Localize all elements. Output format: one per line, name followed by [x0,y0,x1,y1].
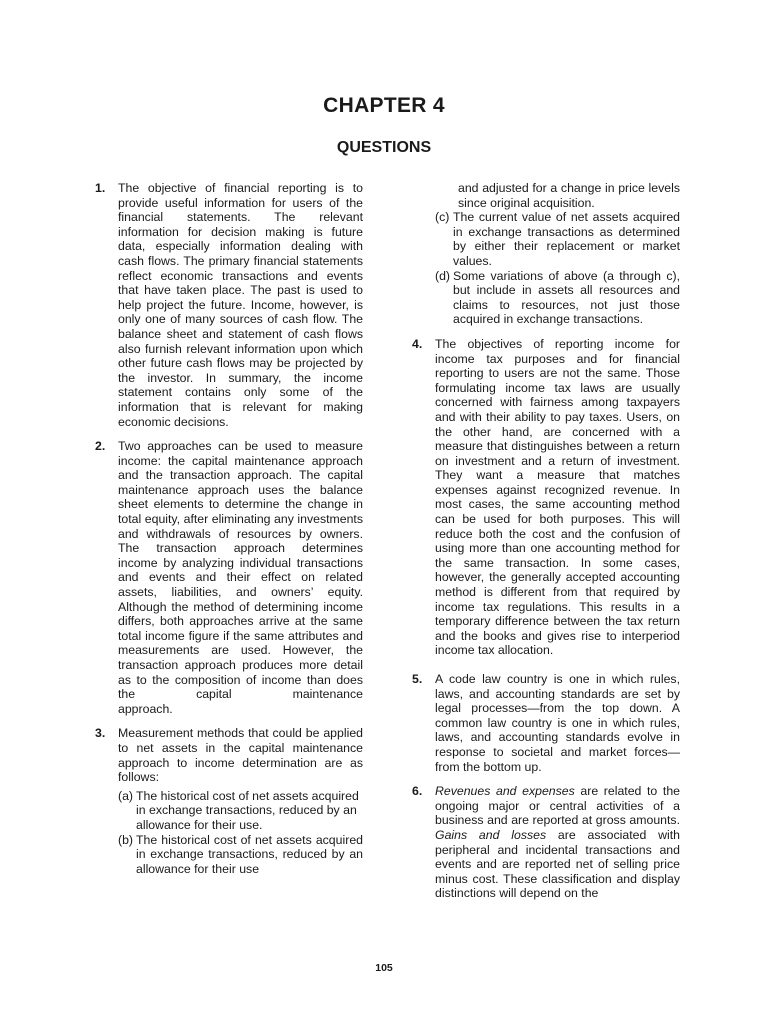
list-item-label: (c) [435,210,450,225]
measurement-list-continued [412,210,680,327]
list-item [118,789,363,833]
measurement-list [118,789,363,877]
chapter-title: CHAPTER 4 [323,94,445,117]
question-text: The objectives of reporting income for income tax purposes and for financial reporting to users are not the same. Those formulating income tax laws are usually concerned with fairness among taxpayers and with their ability to pay taxes. Users, on the other hand, are concerned with a measure that distinguishes between a return on investment and a return of investment. They want a measure that matches expenses against recognized revenue. In most cases, the same accounting method can be used for both purposes. This will reduce both the cost and the confusion of using more than one accounting method for the same transaction. In some cases, however, the generally accepted accounting method is different from that required by income tax regulations. This results in a temporary difference between the tax return and the books and gives rise to interperiod income tax allocation. [435,336,680,658]
term-revenues-expenses: Revenues and expenses [435,784,575,799]
question-number: 1. [95,181,106,195]
question-3 [95,726,363,876]
question-text: Two approaches can be used to measure income: the capital maintenance approach and the transaction approach. The capital maintenance approach uses the balance sheet elements to determine the change in total equity, after eliminating any investments and withdrawals of resources by owners. The transaction approach determines income by analyzing individual transactions and events and their effect on related assets, liabilities, and owners’ equity. Although the method of determining income differs, both approaches arrive at the same total income figure if the same attributes and measurements are used. However, the transaction approach produces more detail as to the composition of income than does the capital maintenance [118,439,363,702]
list-item-label: (b) [118,832,134,847]
left-column [95,181,363,883]
term-gains-losses: Gains and losses [435,827,547,842]
list-item-label: (d) [435,268,451,283]
question-text: The objective of financial reporting is to provide useful information for users of the financial statements. The relevant information for decision making is future data, especially information dealing with cash flows. The primary financial statements reflect economic transactions and events that have taken place. The past is used to help project the future. Income, however, is only one of many sources of cash flow. The balance sheet and statement of cash flows also furnish relevant information upon which other future cash flows may be projected by the investor. In summary, the income statement contains only some of the information that is relevant for making economic decisions. [118,181,363,429]
list-item-label: (a) [118,788,134,803]
question-number: 2. [95,439,106,454]
list-item [435,269,680,327]
list-item-continuation [412,181,680,210]
question-text: A code law country is one in which rules, laws, and accounting standards are set by legal processes—from the top down. A common law country is one in which rules, laws, and accounting standards evolve in response to societal and market forces—from the bottom up. [435,672,680,774]
question-4 [412,337,680,658]
question-number: 3. [95,726,106,741]
list-item-text: The historical cost of net assets acquired in exchange transactions, reduced by an allowance for their use. [136,788,359,832]
question-text [435,784,680,901]
list-item-text: The current value of net assets acquired in exchange transactions as determined by either their replacement or market values. [453,210,680,268]
text-part: are related to the ongoing major or central activities of a business and are reported at gross amounts. [435,784,680,828]
list-item-text: and adjusted for a change in price levels since original acquisition. [458,181,680,210]
right-column [412,181,680,908]
list-item [118,833,363,877]
question-number: 4. [412,336,423,351]
list-item-text: The historical cost of net assets acquired in exchange transactions, reduced by an allowance for their use [136,832,363,876]
page-number: 105 [375,962,393,974]
list-item [435,210,680,268]
question-text-end: approach. [118,701,173,716]
list-item-text: Some variations of above (a through c), but include in assets all resources and claims to resources, not just those acquired in exchange transactions. [453,268,680,327]
question-number: 5. [412,672,423,686]
text-part: are associated with peripheral and incidental transactions and events and are reported net of selling price minus cost. These classification and display distinctions will depend on the [435,827,680,901]
question-6 [412,784,680,901]
section-title: QUESTIONS [336,139,432,156]
question-5 [412,672,680,774]
question-intro: Measurement methods that could be applied to net assets in the capital maintenance approach to income determination are as follows: [118,726,363,785]
question-number: 6. [412,784,423,799]
question-1 [95,181,363,429]
question-2 [95,439,363,716]
